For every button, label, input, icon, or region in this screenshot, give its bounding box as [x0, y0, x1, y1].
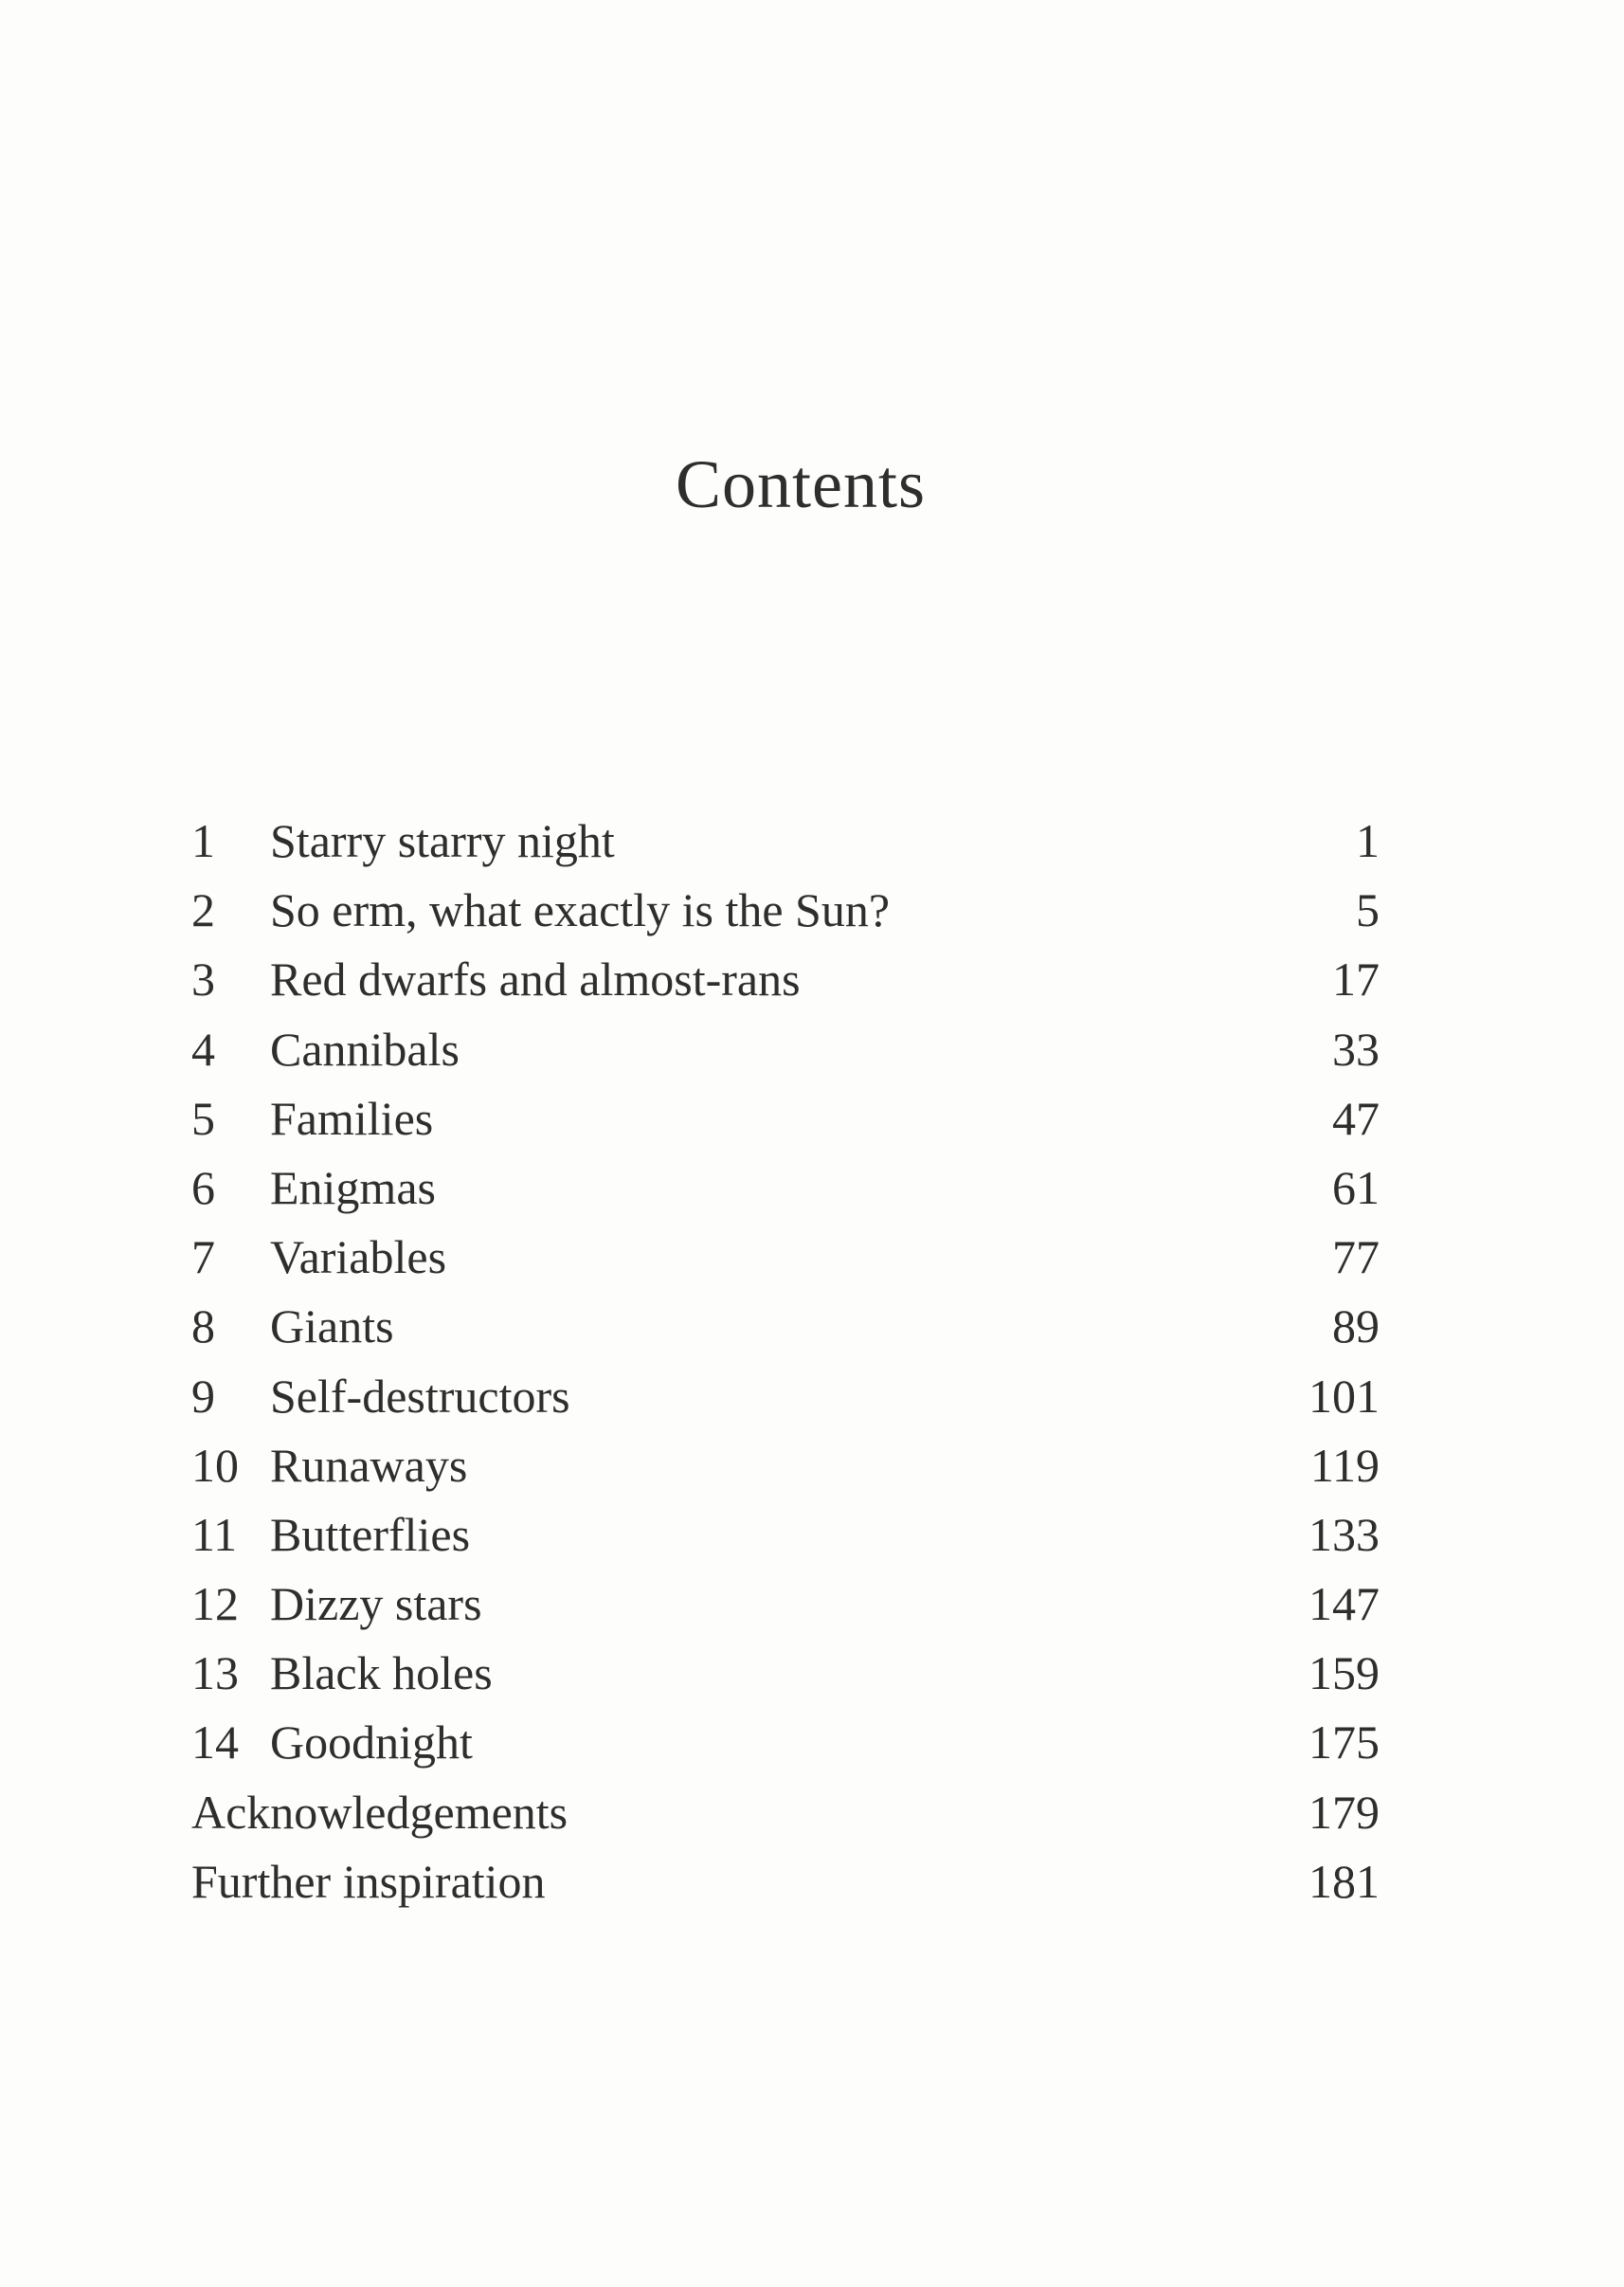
chapter-number: 3: [191, 953, 215, 1007]
toc-entry: [191, 876, 1380, 945]
page-number: 179: [1308, 1785, 1380, 1839]
page-number: 175: [1308, 1715, 1380, 1770]
chapter-title: Butterflies: [270, 1507, 471, 1561]
toc-entry: [191, 1778, 1380, 1847]
toc-entry: [191, 1362, 1380, 1431]
toc-entry: [191, 1223, 1380, 1292]
page-number: 5: [1356, 883, 1380, 937]
chapter-title: Enigmas: [270, 1160, 436, 1214]
chapter-number: 12: [191, 1577, 239, 1631]
chapter-title: Runaways: [270, 1438, 468, 1492]
toc-entry: [191, 945, 1380, 1014]
chapter-title: Cannibals: [270, 1022, 460, 1076]
toc-entry: [191, 1431, 1380, 1500]
chapter-title: Dizzy stars: [270, 1577, 482, 1631]
page-number: 89: [1332, 1299, 1380, 1353]
chapter-number: 2: [191, 883, 215, 937]
page-title: Contents: [675, 446, 926, 522]
chapter-number: 10: [191, 1438, 239, 1492]
toc-entry: [191, 1500, 1380, 1570]
toc-entry: [191, 1292, 1380, 1361]
chapter-number: 8: [191, 1299, 215, 1353]
page-number: 17: [1332, 953, 1380, 1007]
page-number: 119: [1309, 1438, 1380, 1492]
chapter-number: 7: [191, 1230, 215, 1284]
chapter-number: 11: [191, 1507, 238, 1561]
page-number: 1: [1356, 814, 1380, 867]
page-number: 147: [1308, 1577, 1380, 1631]
chapter-title: Red dwarfs and almost-rans: [270, 953, 801, 1007]
chapter-title: Black holes: [270, 1646, 493, 1700]
chapter-title: Self-destructors: [270, 1369, 570, 1423]
chapter-number: 14: [191, 1715, 239, 1770]
chapter-number: 13: [191, 1646, 239, 1700]
chapter-title: Starry starry night: [270, 814, 615, 867]
page-number: 133: [1308, 1507, 1380, 1561]
table-of-contents: [191, 807, 1380, 1916]
chapter-title: Giants: [270, 1299, 394, 1353]
chapter-title: So erm, what exactly is the Sun?: [270, 883, 891, 937]
chapter-number: 9: [191, 1369, 215, 1423]
page-number: 101: [1308, 1369, 1380, 1423]
toc-entry: [191, 1084, 1380, 1153]
toc-entry: [191, 1570, 1380, 1639]
chapter-title: Acknowledgements: [191, 1785, 568, 1839]
chapter-title: Goodnight: [270, 1715, 473, 1770]
toc-entry: [191, 1847, 1380, 1916]
chapter-number: 6: [191, 1160, 215, 1214]
chapter-title: Variables: [270, 1230, 447, 1284]
page-number: 181: [1308, 1854, 1380, 1908]
chapter-title: Families: [270, 1091, 434, 1145]
page-number: 77: [1332, 1230, 1380, 1284]
toc-entry: [191, 1153, 1380, 1223]
toc-entry: [191, 1639, 1380, 1708]
toc-entry: [191, 807, 1380, 876]
page-number: 47: [1332, 1091, 1380, 1145]
page-number: 159: [1308, 1646, 1380, 1700]
chapter-title: Further inspiration: [191, 1854, 546, 1908]
page-number: 33: [1332, 1022, 1380, 1076]
toc-entry: [191, 1015, 1380, 1084]
chapter-number: 1: [191, 814, 215, 867]
chapter-number: 4: [191, 1022, 215, 1076]
toc-entry: [191, 1708, 1380, 1777]
chapter-number: 5: [191, 1091, 215, 1145]
page-number: 61: [1332, 1160, 1380, 1214]
